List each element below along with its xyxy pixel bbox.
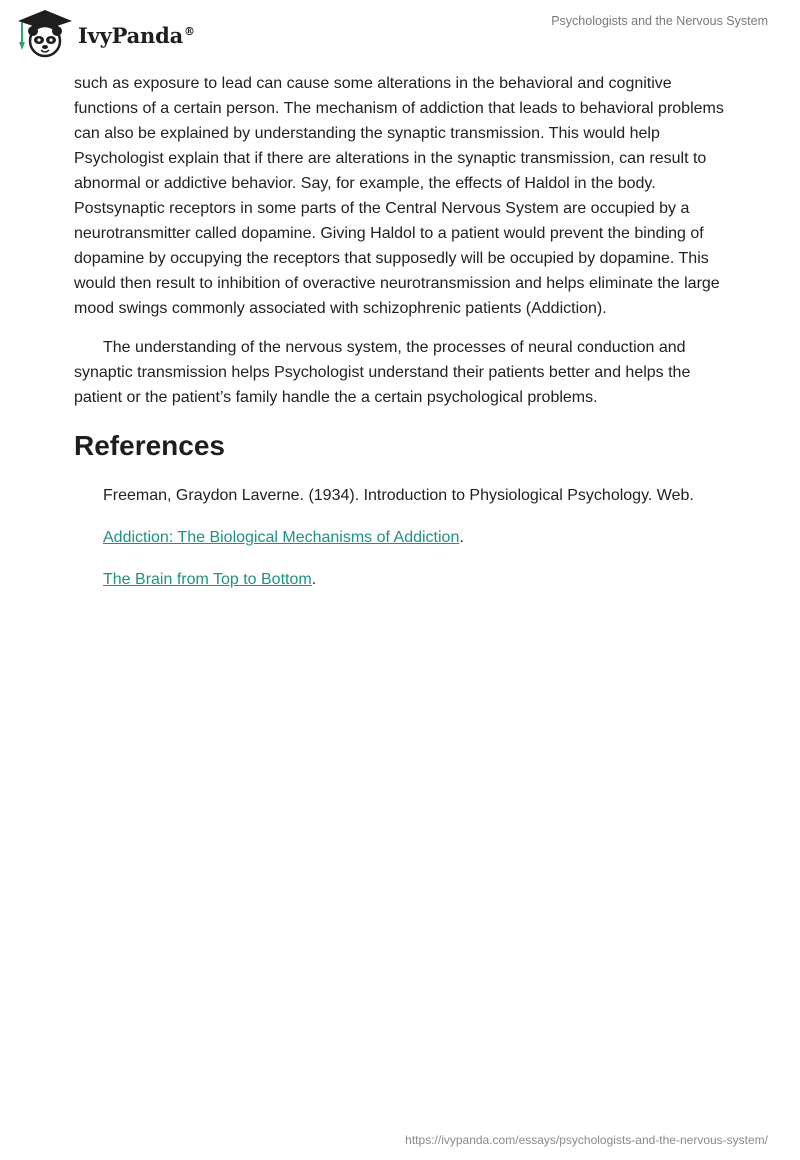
document-title: Psychologists and the Nervous System [551,14,768,28]
paragraph-continuation: such as exposure to lead can cause some alterations in the behavioral and cognitive functions of a certain person. The mechanism of addiction that leads to behavioral problems can also be explained by understanding the synaptic transmission. This would help Psychologist explain that if there are alterations in the synaptic transmission, can result to abnormal or addictive behavior. Say, for example, the effects of Haldol in the body. Postsynaptic receptors in some parts of the Central Nervous System are occupied by a neurotransmitter called dopamine. Giving Haldol to a patient would prevent the binding of dopamine by occupying the receptors that supposedly will be occupied by dopamine. This would then result to inhibition of overactive neurotransmission and helps eliminate the large mood swings commonly associated with schizophrenic patients (Addiction). [74,75,724,317]
reference-link-brain[interactable]: The Brain from Top to Bottom [103,571,312,588]
panda-graduate-icon [14,8,76,58]
reference-item [103,567,734,592]
brand-name: IvyPanda® [78,22,195,48]
reference-suffix: . [311,571,317,588]
footer-url: https://ivypanda.com/essays/psychologists-and-the-nervous-system/ [405,1133,768,1147]
page-header [0,0,800,60]
essay-content [74,71,734,609]
reference-link-addiction[interactable]: Addiction: The Biological Mechanisms of Addiction [103,529,460,546]
ivypanda-logo[interactable] [14,8,195,58]
reference-item [103,483,734,508]
paragraph-conclusion: The understanding of the nervous system, the processes of neural conduction and synaptic transmission helps Psychologist understand their patients better and helps the patient or the patient’s family handle the a certain psychological problems. [74,339,691,406]
reference-suffix: . [459,529,464,546]
registered-mark: ® [184,24,195,38]
references-heading: References [74,430,225,461]
reference-text: Freeman, Graydon Laverne. (1934). Introduction to Physiological Psychology. Web. [103,487,694,504]
reference-item [103,525,734,550]
